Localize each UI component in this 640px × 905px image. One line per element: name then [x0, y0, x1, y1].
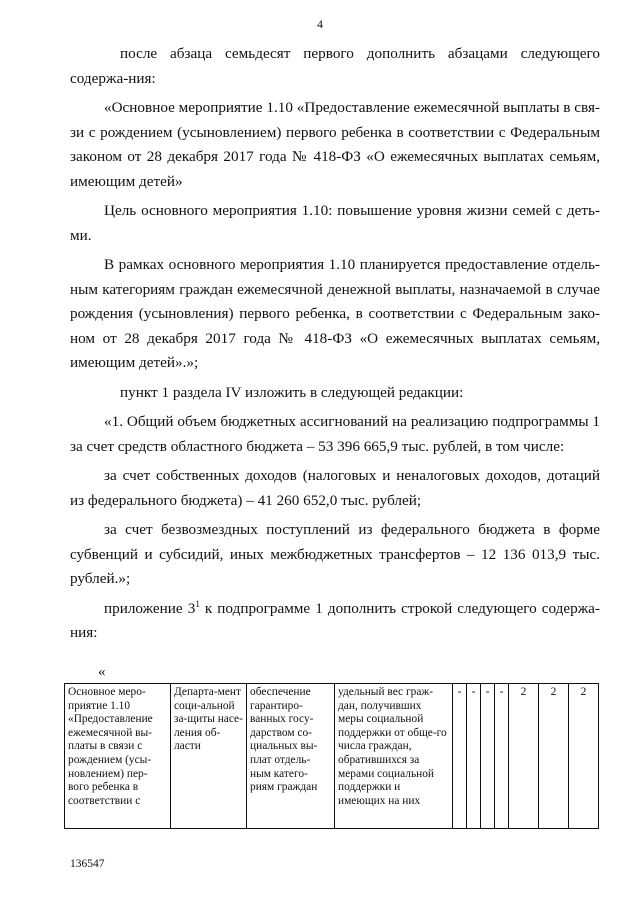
appendix-superscript: 1 [195, 598, 200, 609]
federal-transfers-paragraph: за счет безвозмездных поступлений из федерального бюджета в форме субвенций и субсидий, иных межбюджетных трансфертов – 12 136 013,9 тыс. рублей.»; [70, 521, 600, 587]
table-cell-objective: обеспечение гарантиро-ванных госу-дарством со-циальных вы-плат отдель-ным катего-риям граждан [247, 684, 335, 829]
intro-paragraph: после абзаца семьдесят первого дополнить абзацами следующего содержа-ния: [70, 45, 600, 87]
opening-quote: « [98, 664, 106, 680]
event-title-paragraph: «Основное мероприятие 1.10 «Предоставление ежемесячной выплаты в свя-зи с рождением (усыновлением) первого ребенка в соответствии с Федеральным законом от 28 декабря 2017 года № 418-ФЗ «О ежемесячных выплатах семьям, имеющим детей» [70, 99, 600, 190]
appendix-table [64, 683, 599, 829]
appendix-text-start: приложение 3 [104, 599, 196, 617]
table-cell-event: Основное меро-приятие 1.10 «Предоставление ежемесячной вы-платы в связи с рождением (усы-новлением) пер-вого ребенка в соответствии с [65, 684, 171, 829]
table-cell-dash: - [481, 684, 495, 829]
framework-paragraph: В рамках основного мероприятия 1.10 планируется предоставление отдель-ным категориям граждан ежемесячной денежной выплаты, назначаемой в случае рождения (усыновления) первого ребенка, в соответствии с Федеральным зако-ном от 28 декабря 2017 года № 418-ФЗ «О ежемесячных выплатах семьям, имеющим детей».»; [70, 256, 600, 371]
section-iv-paragraph: пункт 1 раздела IV изложить в следующей редакции: [120, 383, 464, 401]
total-volume-paragraph: «1. Общий объем бюджетных ассигнований на реализацию подпрограммы 1 за счет средств областного бюджета – 53 396 665,9 тыс. рублей, в том числе: [70, 413, 600, 455]
table-cell-dash: - [495, 684, 509, 829]
body-text [70, 42, 600, 646]
table-cell-department: Департа-мент соци-альной за-щиты насе-ления об-ласти [171, 684, 247, 829]
appendix-paragraph [70, 597, 600, 646]
document-number: 136547 [70, 858, 105, 870]
page-number: 4 [317, 17, 323, 31]
own-revenue-paragraph: за счет собственных доходов (налоговых и неналоговых доходов, дотаций из федерального бюджета) – 41 260 652,0 тыс. рублей; [70, 467, 600, 509]
goal-paragraph: Цель основного мероприятия 1.10: повышение уровня жизни семей с деть-ми. [70, 202, 600, 244]
table-cell-value: 2 [539, 684, 569, 829]
appendix-text-end: к подпрограмме 1 дополнить строкой следующего содержа-ния: [70, 599, 600, 641]
table-cell-value: 2 [509, 684, 539, 829]
table-cell-value: 2 [569, 684, 599, 829]
table-row [65, 684, 599, 829]
table-cell-indicator: удельный вес граж-дан, получивших меры социальной поддержки от обще-го числа граждан, обратившихся за мерами социальной поддержки и имеющих на них [335, 684, 453, 829]
table-cell-dash: - [453, 684, 467, 829]
table-cell-dash: - [467, 684, 481, 829]
